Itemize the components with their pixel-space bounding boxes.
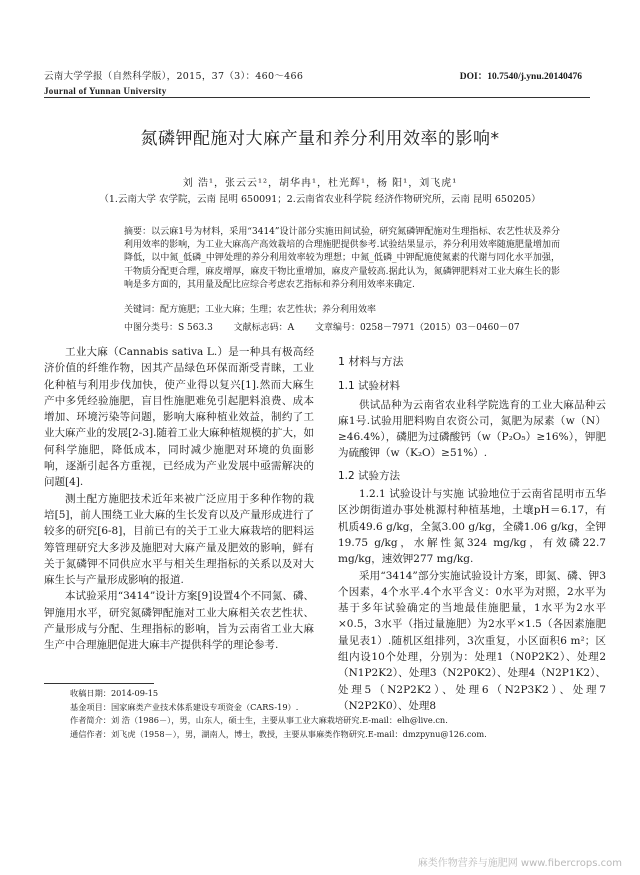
footnote-rule <box>44 683 154 684</box>
received-date: 收稿日期：2014-09-15 <box>70 688 159 698</box>
journal-name-en: Journal of Yunnan University <box>44 86 167 96</box>
right-column <box>338 344 606 714</box>
intro-paragraph-3: 本试验采用“3414”设计方案[9]设置4个不同氮、磷、钾施用水平，研究氮磷钾配施对工业大麻相关农艺性状、产量形成与分配、生理指标的影响，旨为云南省工业大麻生产中合理施肥促进大麻丰产提供科学的理论参考. <box>44 590 314 652</box>
header-rule <box>44 97 590 98</box>
corresponding-author: 通信作者：刘飞虎（1958－），男，湖南人，博士，教授，主要从事麻类作物研究.E-mail：dmzpynu@126.com. <box>70 728 487 739</box>
document-code: 文献标志码：A <box>233 323 295 333</box>
design-paragraph: 1.2.1 试验设计与实施 试验地位于云南省昆明市五华区沙朗街道办事处桃源村种植基地，土壤pH＝6.17，有机质49.6 g/kg，全氮3.00 g/kg，全磷1.06 g/kg，全钾19.75 g/kg，水解性氮324 mg/kg，有效磷22.7 mg/kg，速效钾277 mg/kg. <box>338 488 606 566</box>
paper-title: 氮磷钾配施对大麻产量和养分利用效率的影响* <box>140 129 500 149</box>
left-column <box>44 344 314 654</box>
materials-paragraph: 供试品种为云南省农业科学院选育的工业大麻品种云麻1号.试验用肥料购自农资公司，氮肥为尿素（w（N）≥46.4%），磷肥为过磷酸钙（w（P₂O₅）≥16%），钾肥为硫酸钾（w（K₂O）≥51%）. <box>338 398 606 460</box>
site-watermark: 麻类作物营养与施肥网 www.fibercrops.com <box>417 858 622 869</box>
doi: DOI：10.7540/j.ynu.20140476 <box>459 72 582 82</box>
intro-paragraph-2: 测土配方施肥技术近年来被广泛应用于多种作物的栽培[5]，前人围绕工业大麻的生长发育以及产量形成进行了较多的研究[6-8]，目前已有的关于工业大麻栽培的肥料运筹管理研究大多涉及施肥对大麻产量及肥效的影响，鲜有关于氮磷钾不同供应水平与相关生理指标的关系以及对大麻生长与产量形成影响的报道. <box>44 492 314 587</box>
subsection-heading-1-2: 1.2 试验方法 <box>338 469 401 482</box>
fund-info: 基金项目：国家麻类产业技术体系建设专项资金（CARS-19）. <box>70 701 299 712</box>
author-bio: 作者简介：刘 浩（1986－），男，山东人，硕士生，主要从事工业大麻栽培研究.E-mail：elh@live.cn. <box>70 715 448 725</box>
affiliation: （1.云南大学 农学院，云南 昆明 650091；2.云南省农业科学院 经济作物研究所，云南 昆明 650205） <box>99 194 541 205</box>
footnote <box>70 687 580 741</box>
subsection-heading-1-1: 1.1 试验材料 <box>338 380 401 393</box>
abstract: 摘要：以云麻1号为材料，采用“3414”设计部分实施田间试验，研究氮磷钾配施对生理指标、农艺性状及养分利用效率的影响，为工业大麻高产高效栽培的合理施肥提供参考.试验结果显示，养分利用效率随施肥量增加而降低，以中氮_低磷_中钾处理的养分利用效率较为理想；中氮_低磷_中钾配施使氮素的代谢与同化水平加强，干物质分配更合理，麻皮增厚，麻皮干物比重增加，麻皮产量较高.据此认为，氮磷钾肥料对工业大麻生长的影响是多方面的，其用量及配比应综合考虑农艺指标和养分利用效率来确定. <box>124 227 560 290</box>
intro-paragraph-1: 工业大麻（Cannabis sativa L.）是一种具有极高经济价值的纤维作物，因其产品绿色环保而渐受青睐，工业化种植与利用步伐加快，使产业得以复兴[1].然而大麻生产中多凭经验施肥，盲目性施肥难免引起肥料浪费、成本增加、环境污染等问题，影响大麻种植业效益，制约了工业大麻产业的发展[2-3].随着工业大麻种植规模的扩大，如何科学施肥，降低成本，同时减少施肥对环境的负面影响，逐渐引起各方重视，已经成为产业发展中亟需解决的问题[4]. <box>44 346 314 489</box>
article-number: 文章编号：0258－7971（2015）03－0460－07 <box>315 323 520 333</box>
journal-header <box>44 68 303 96</box>
section-heading-1: 1 材料与方法 <box>338 355 404 368</box>
treatment-paragraph: 采用“3414”部分实施试验设计方案，即氮、磷、钾3个因素，4个水平.4个水平含义：0水平为对照，2水平为基于多年试验确定的当地最佳施肥量，1水平为2水平×0.5，3水平（指过量施肥）为2水平×1.5（各因素施肥量见表1）.随机区组排列，3次重复，小区面积6 m²；区组内设10个处理，分别为：处理1（N0P2K2）、处理2（N1P2K2）、处理3（N2P0K2）、处理4（N2P1K2）、处理5（N2P2K2）、处理6（N2P3K2）、处理7（N2P2K0）、处理8 <box>338 569 606 712</box>
journal-citation: 云南大学学报（自然科学版），2015，37（3）：460～466 <box>44 71 304 82</box>
keywords: 关键词：配方施肥；工业大麻；生理；农艺性状；养分利用效率 <box>124 305 377 315</box>
clc-number: 中图分类号：S 563.3 <box>124 323 213 333</box>
author-list: 刘 浩¹，张云云¹²，胡华冉¹，杜光辉¹，杨 阳¹，刘飞虎¹ <box>182 178 458 189</box>
classification-row <box>124 320 580 333</box>
